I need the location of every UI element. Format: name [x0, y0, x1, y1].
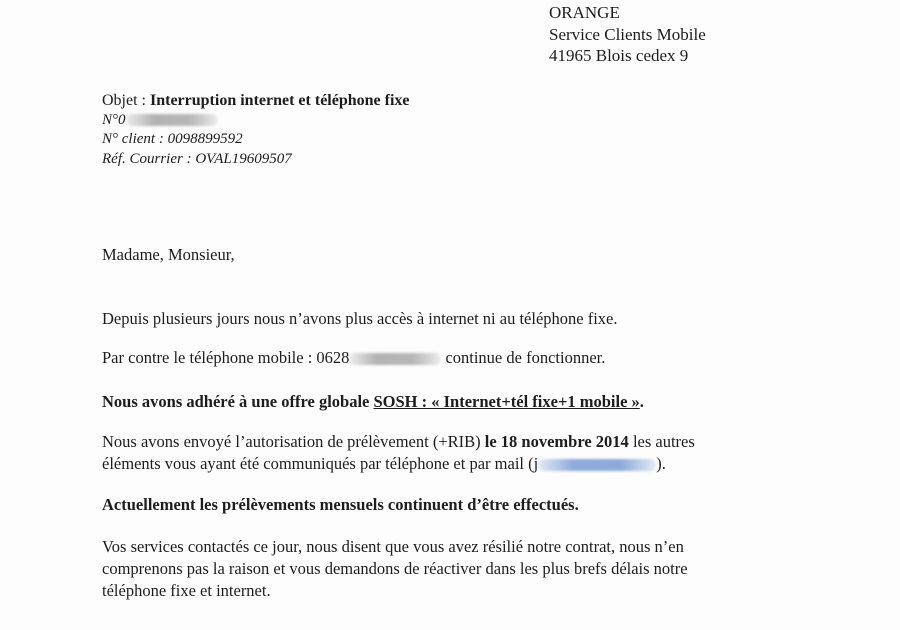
recipient-address — [549, 2, 706, 67]
paragraph-contract-termination — [102, 536, 688, 602]
subject-block — [102, 91, 410, 169]
subject-label: Objet : — [102, 92, 150, 109]
debit-text-after: les autres — [628, 432, 695, 451]
paragraph-mobile-phone — [102, 347, 605, 369]
paragraph-debits-continue: Actuellement les prélèvements mensuels continuent d’être effectués. — [102, 495, 579, 514]
subject-text: Interruption internet et téléphone fixe — [150, 92, 410, 109]
subscriber-number-prefix: N°0 — [102, 111, 126, 128]
offer-text-before: Nous avons adhéré à une offre globale — [102, 392, 374, 411]
mobile-text-after: continue de fonctionner. — [445, 348, 606, 367]
paragraph-sosh-offer — [102, 391, 644, 413]
termination-line-2: comprenons pas la raison et vous demandons de réactiver dans les plus brefs délais notre — [102, 559, 688, 578]
debit-line-1 — [102, 431, 695, 453]
termination-line-1: Vos services contactés ce jour, nous disent que vous avez résilié notre contrat, nous n’en — [102, 537, 684, 556]
offer-text-after: . — [639, 392, 644, 411]
subscriber-number — [102, 111, 410, 131]
debit-text-before: Nous avons envoyé l’autorisation de prélèvement (+RIB) — [102, 432, 485, 451]
mail-text-after: ). — [656, 454, 666, 473]
mail-text-before: éléments vous ayant été communiqués par téléphone et par mail ( — [102, 454, 534, 473]
recipient-company: ORANGE — [549, 3, 620, 22]
client-number: N° client : 0098899592 — [102, 131, 243, 147]
termination-line-3: téléphone fixe et internet. — [102, 581, 271, 600]
offer-name: SOSH : « Internet+tél fixe+1 mobile » — [373, 392, 640, 411]
debit-date: le 18 novembre 2014 — [484, 432, 629, 451]
redaction-blur — [538, 459, 656, 471]
mail-reference: Réf. Courrier : OVAL19609507 — [102, 150, 292, 167]
subject-line — [102, 91, 410, 111]
redaction-blur — [126, 114, 218, 126]
mail-prefix: j — [533, 454, 539, 473]
recipient-service: Service Clients Mobile — [549, 24, 706, 44]
debit-line-2 — [102, 453, 695, 475]
mobile-text-before: Par contre le téléphone mobile : 0628 — [102, 348, 350, 367]
paragraph-debit-authorization — [102, 431, 695, 475]
redaction-blur — [349, 353, 441, 365]
recipient-city: 41965 Blois cedex 9 — [549, 46, 689, 65]
salutation: Madame, Monsieur, — [102, 245, 235, 264]
paragraph-internet-outage: Depuis plusieurs jours nous n’avons plus accès à internet ni au téléphone fixe. — [102, 309, 618, 328]
